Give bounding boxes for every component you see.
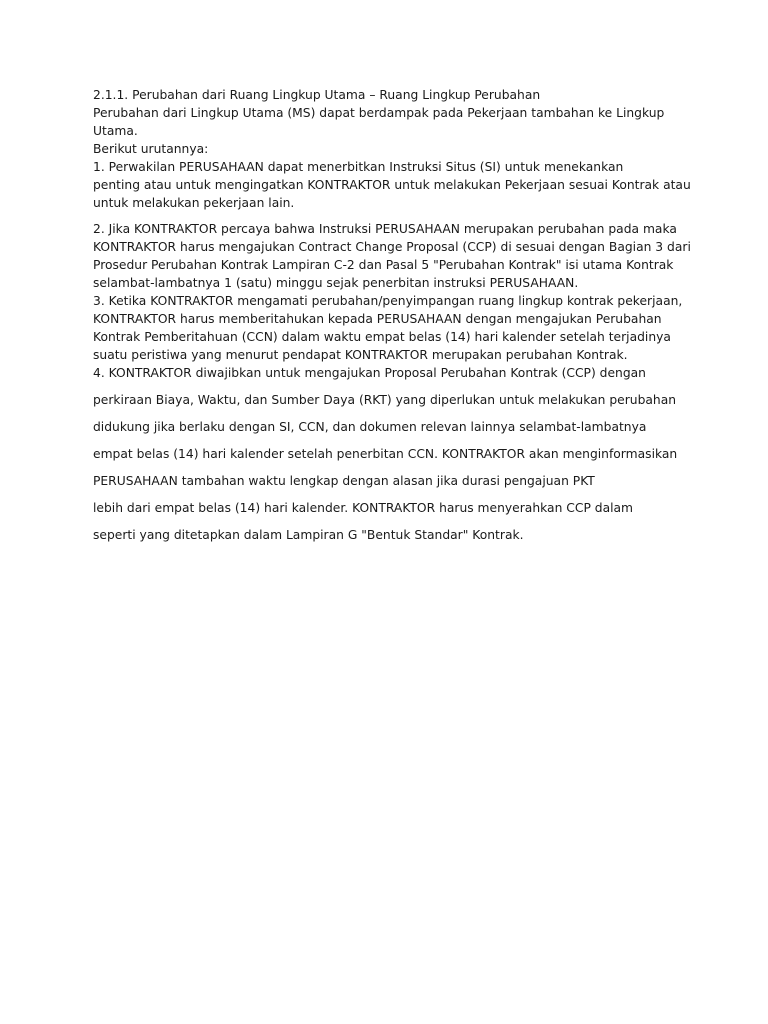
list-item-1-intro: 1. Perwakilan PERUSAHAAN dapat menerbitkan Instruksi Situs (SI) untuk menekankan	[93, 160, 624, 174]
list-item-4-line: lebih dari empat belas (14) hari kalender. KONTRAKTOR harus menyerahkan CCP dalam	[93, 501, 634, 515]
list-item-4-line: empat belas (14) hari kalender setelah penerbitan CCN. KONTRAKTOR akan menginformasikan	[93, 447, 678, 461]
list-item-4-line: didukung jika berlaku dengan SI, CCN, dan dokumen relevan lainnya selambat-lambatnya	[93, 420, 647, 434]
list-item-1-continuation: penting atau untuk mengingatkan KONTRAKTOR untuk melakukan Pekerjaan sesuai Kontrak atau untuk melakukan pekerjaan lain.	[93, 178, 691, 210]
list-item-4-line: PERUSAHAAN tambahan waktu lengkap dengan alasan jika durasi pengajuan PKT	[93, 474, 595, 488]
list-item-4	[93, 364, 693, 544]
list-item-3: 3. Ketika KONTRAKTOR mengamati perubahan/penyimpangan ruang lingkup kontrak pekerjaan, KONTRAKTOR harus memberitahukan kepada PERUSAHAAN dengan mengajukan Perubahan Kontrak Pemberitahuan (CCN) dalam waktu empat belas (14) hari kalender setelah terjadinya suatu peristiwa yang menurut pendapat KONTRAKTOR merupakan perubahan Kontrak.	[93, 294, 683, 362]
list-item-1	[93, 158, 693, 212]
list-item-4-line: perkiraan Biaya, Waktu, dan Sumber Daya (RKT) yang diperlukan untuk melakukan perubahan	[93, 393, 677, 407]
list-item-2: 2. Jika KONTRAKTOR percaya bahwa Instruksi PERUSAHAAN merupakan perubahan pada maka KONTRAKTOR harus mengajukan Contract Change Proposal (CCP) di sesuai dengan Bagian 3 dari Prosedur Perubahan Kontrak Lampiran C-2 dan Pasal 5 "Perubahan Kontrak" isi utama Kontrak selambat-lambatnya 1 (satu) minggu sejak penerbitan instruksi PERUSAHAAN.	[93, 222, 691, 290]
section-heading: 2.1.1. Perubahan dari Ruang Lingkup Utama – Ruang Lingkup Perubahan	[93, 88, 541, 102]
sequence-label: Berikut urutannya:	[93, 142, 209, 156]
list-item-4-line: seperti yang ditetapkan dalam Lampiran G "Bentuk Standar" Kontrak.	[93, 528, 524, 542]
intro-paragraph: Perubahan dari Lingkup Utama (MS) dapat berdampak pada Pekerjaan tambahan ke Lingkup Utama.	[93, 106, 665, 138]
list-item-4-line: 4. KONTRAKTOR diwajibkan untuk mengajukan Proposal Perubahan Kontrak (CCP) dengan	[93, 366, 646, 380]
document-body	[93, 86, 693, 544]
